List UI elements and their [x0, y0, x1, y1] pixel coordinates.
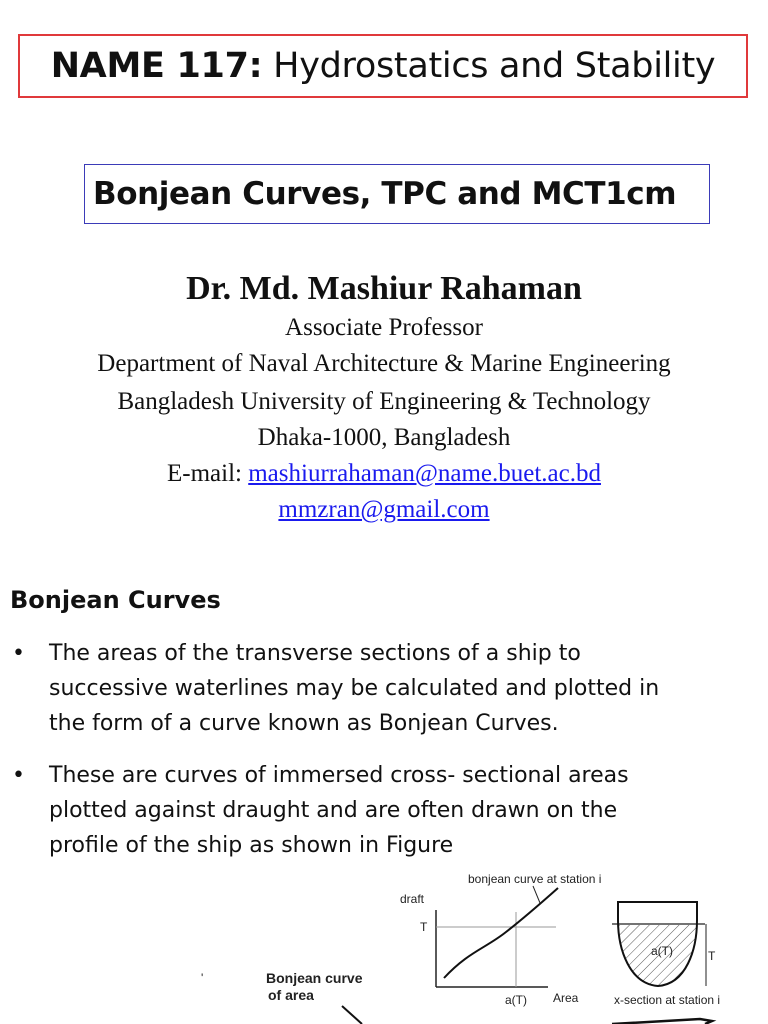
profile-deck-line: [612, 1019, 712, 1024]
graph-y-tick-label: T: [420, 920, 428, 934]
email-primary-link[interactable]: mashiurrahaman@name.buet.ac.bd: [248, 460, 601, 487]
course-name: Hydrostatics and Stability: [262, 46, 716, 86]
stray-mark: ': [201, 971, 204, 985]
author-name: Dr. Md. Mashiur Rahaman: [186, 270, 582, 307]
graph-x-tick-label: a(T): [505, 993, 527, 1007]
bullet-line: the form of a curve known as Bonjean Curves.: [49, 711, 559, 736]
graph-y-axis-label: draft: [400, 892, 425, 906]
author-address: Dhaka-1000, Bangladesh: [257, 424, 511, 451]
author-position: Associate Professor: [285, 314, 483, 341]
bullet-line: These are curves of immersed cross- sectional areas: [49, 763, 629, 788]
topic-title: Bonjean Curves, TPC and MCT1cm: [93, 176, 677, 212]
bullet-line: The areas of the transverse sections of a ship to: [49, 641, 581, 666]
bonjean-graph: [400, 872, 601, 1007]
author-university: Bangladesh University of Engineering & Technology: [117, 388, 651, 415]
cross-section-diagram: [612, 902, 720, 1007]
section-area-label: a(T): [651, 944, 673, 958]
graph-curve-label: bonjean curve at station i: [468, 872, 602, 886]
email-secondary-link[interactable]: mmzran@gmail.com: [278, 496, 490, 523]
section-heading: Bonjean Curves: [10, 586, 221, 614]
section-draft-label: T: [708, 949, 716, 963]
profile-leader-line: [342, 1006, 362, 1024]
course-code: NAME 117:: [50, 46, 263, 86]
graph-x-axis-label: Area: [553, 991, 579, 1005]
section-caption: x-section at station i: [614, 993, 721, 1007]
bonjean-curve: [444, 888, 558, 978]
profile-label-line2: of area: [268, 987, 314, 1003]
profile-label-line1: Bonjean curve: [266, 970, 363, 986]
bullet-line: successive waterlines may be calculated and plotted in: [49, 676, 660, 701]
author-department: Department of Naval Architecture & Marine Engineering: [97, 350, 671, 377]
bullet-marker: •: [12, 763, 25, 788]
bullet-line: profile of the ship as shown in Figure: [49, 833, 454, 858]
immersed-area-hatch: [618, 925, 698, 995]
bullet-marker: •: [12, 641, 25, 666]
email-label: E-mail:: [167, 460, 249, 487]
bullet-line: plotted against draught and are often drawn on the: [49, 798, 618, 823]
curve-leader-line: [533, 886, 540, 903]
